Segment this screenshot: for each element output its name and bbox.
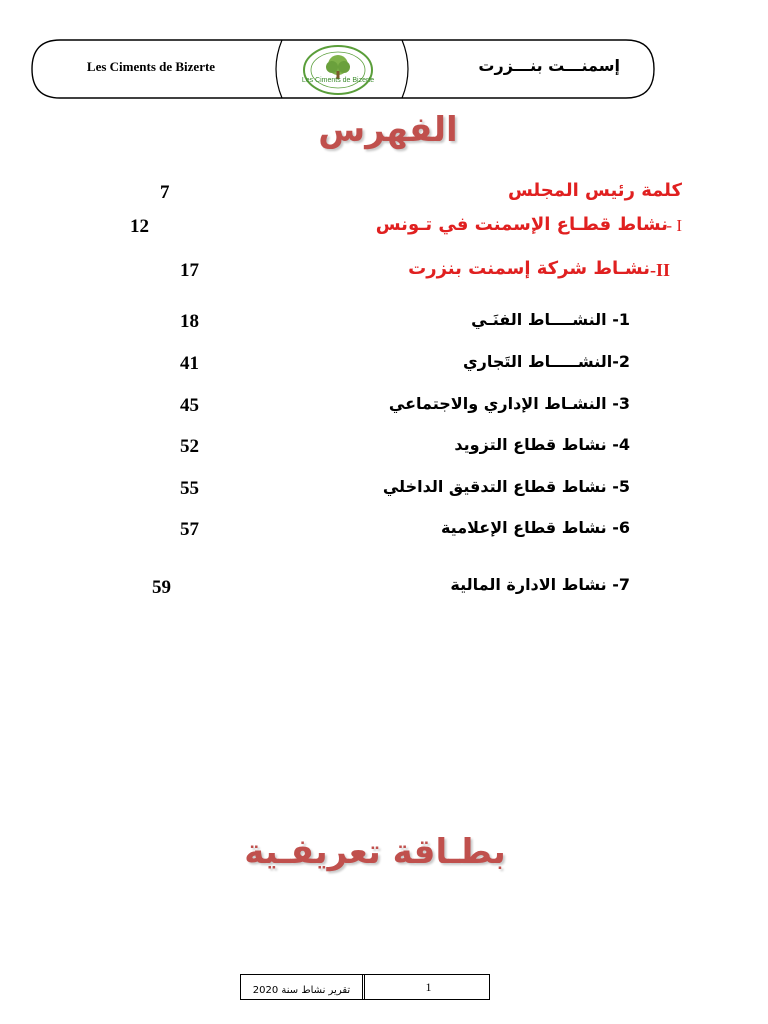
footer-report-label: تقرير نشاط سنة 2020	[241, 975, 365, 999]
toc-entry-page: 18	[180, 311, 199, 332]
company-name-arabic: إسمنـــت بنـــزرت	[478, 56, 620, 75]
logo-text: Les Ciments de Bizerte	[301, 77, 375, 84]
toc-entry-title-text: نشاط قطـاع الإسمنت في تـونس	[375, 214, 668, 235]
toc-entry-prefix: II-	[649, 260, 670, 280]
identification-card-title: بطـاقة تعريفـية	[244, 832, 506, 872]
toc-entry-page: 52	[180, 436, 199, 457]
toc-entry-page: 7	[160, 182, 170, 203]
toc-entry-title: 3- النشـاط الإداري والاجتماعي	[388, 394, 630, 413]
toc-entry-title: 6- نشاط قطاع الإعلامية	[440, 518, 630, 537]
page-footer	[240, 974, 490, 1000]
toc-entry-page: 55	[180, 478, 199, 499]
toc-entry-title: كلمة رئيس المجلس	[507, 180, 682, 201]
toc-entry-title: 5- نشاط قطاع التدقيق الداخلي	[382, 477, 630, 496]
toc-entry-page: 45	[180, 395, 199, 416]
toc-entry-page: 57	[180, 519, 199, 540]
toc-entry-page: 17	[180, 260, 199, 281]
toc-entry-page: 12	[130, 216, 149, 237]
toc-entry-title: 2-النشـــــاط التَجاري	[462, 352, 630, 371]
toc-title: الفهرس	[318, 110, 458, 150]
company-name-latin: Les Ciments de Bizerte	[86, 59, 216, 74]
toc-entry-title: 1- النشــــاط الفنَـي	[471, 310, 630, 329]
toc-entry-title: نشـاط شركة إسمنت بنزرت	[408, 258, 650, 279]
toc-entry-prefix: I -	[666, 216, 682, 235]
company-logo	[296, 43, 380, 97]
toc-entry-title: 7- نشاط الادارة المالية	[450, 575, 630, 594]
toc-entry-title	[376, 214, 668, 235]
toc-entry-title: 4- نشاط قطاع التزويد	[454, 435, 630, 454]
toc-entry-page: 59	[152, 577, 171, 598]
footer-page-number: 1	[425, 979, 432, 994]
toc-entry-page: 41	[180, 353, 199, 374]
